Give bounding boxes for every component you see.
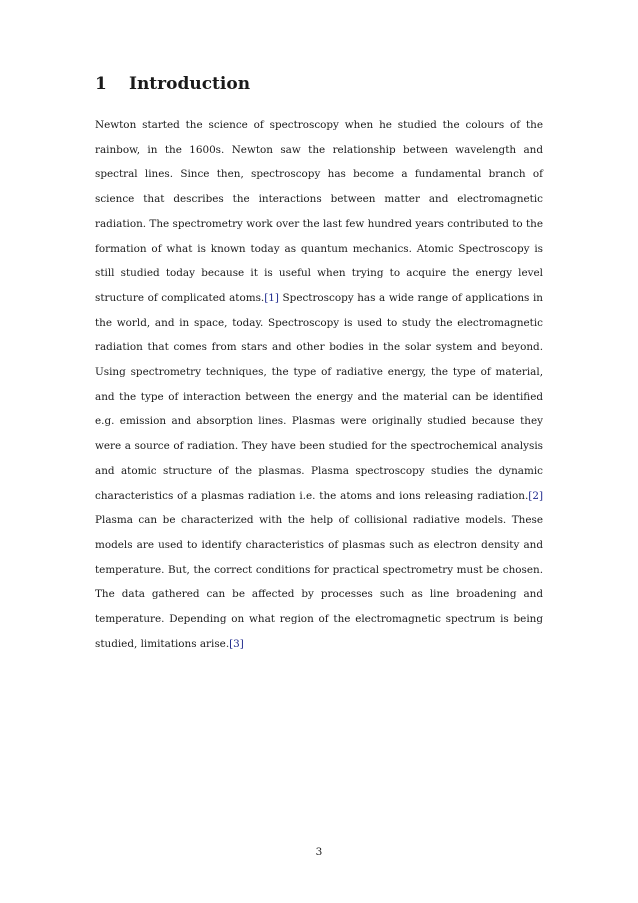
paragraph-text-part-1: Newton started the science of spectroscopy when he studied the colours of the rainbow, in the 1600s. Newton saw the relationship between wavelength and spectral lines. Since then, spectroscopy has become a fundamental branch of science that describes the interactions between matter and electromagnetic radiation. The spectrometry work over the last few hundred years contributed to the formation of what is known today as quantum mechanics. Atomic Spectroscopy is still studied today because it is useful when trying to acquire the energy level structure of complicated atoms. — [95, 119, 543, 304]
section-number: 1 — [95, 74, 107, 94]
page-number: 3 — [315, 846, 323, 858]
section-title: Introduction — [129, 74, 251, 94]
citation-link-1[interactable]: [1] — [264, 291, 279, 304]
paragraph-text-part-3: Plasma can be characterized with the help of collisional radiative models. These models are used to identify characteristics of plasmas such as electron density and temperature. But, the correct conditions for practical spectrometry must be chosen. The data gathered can be affected by processes such as line broadening and temperature. Depending on what region of the electromagnetic spectrum is being studied, limitations arise. — [95, 514, 543, 650]
citation-link-2[interactable]: [2] — [528, 489, 543, 502]
introduction-paragraph — [95, 113, 543, 656]
section-heading — [95, 72, 250, 96]
citation-link-3[interactable]: [3] — [229, 637, 244, 650]
paragraph-text-part-2: Spectroscopy has a wide range of applications in the world, and in space, today. Spectroscopy is used to study the electromagnetic radiation that comes from stars and other bodies in the solar system and beyond. Using spectrometry techniques, the type of radiative energy, the type of material, and the type of interaction between the energy and the material can be identified e.g. emission and absorption lines. Plasmas were originally studied because they were a source of radiation. They have been studied for the spectrochemical analysis and atomic structure of the plasmas. Plasma spectroscopy studies the dynamic characteristics of a plasmas radiation i.e. the atoms and ions releasing radiation. — [95, 291, 543, 502]
